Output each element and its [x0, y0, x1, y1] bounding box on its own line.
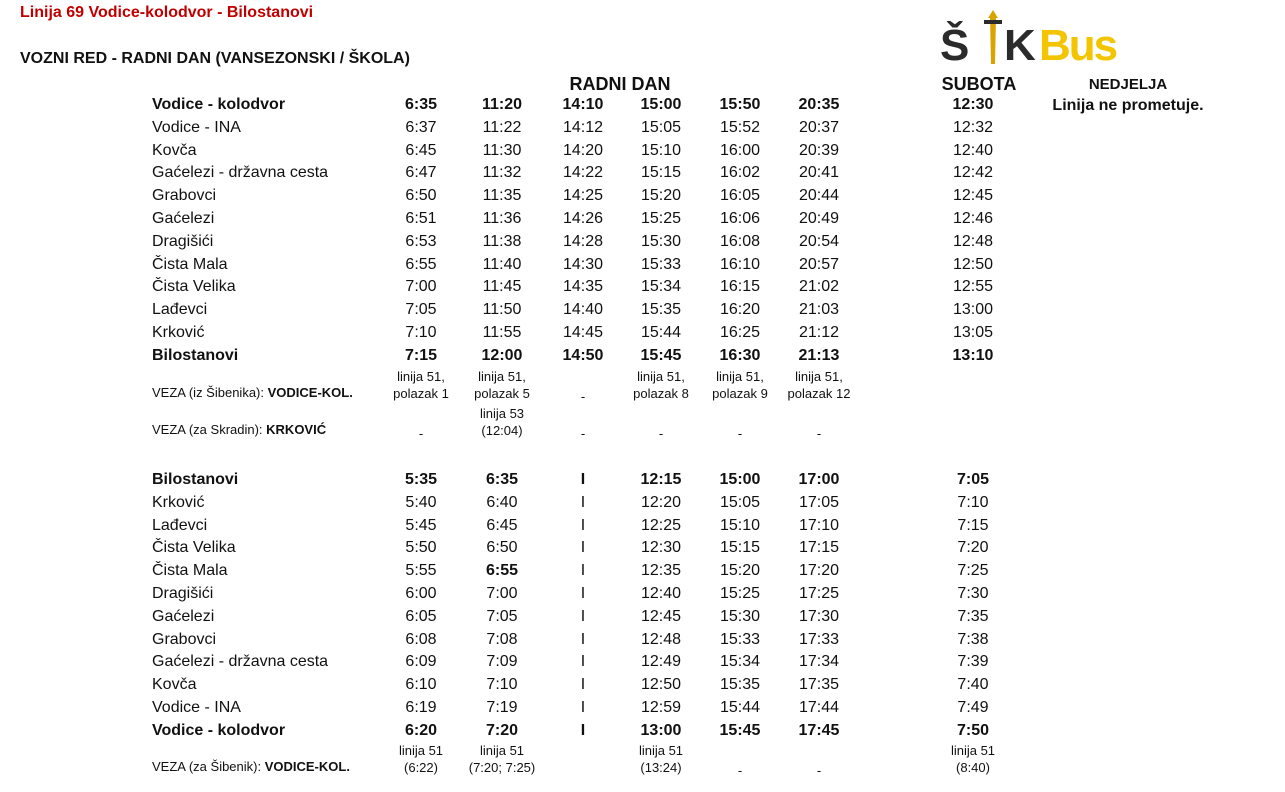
connection-cell [769, 368, 869, 402]
departure-time: 11:30 [482, 141, 522, 159]
stop-name: Dragišići [152, 232, 214, 250]
connection-cell-line: linija 51 [950, 743, 996, 758]
connection-cell-line: (12:04) [481, 423, 523, 438]
connection-cell-line: - [658, 426, 664, 441]
departure-time: I [580, 539, 586, 557]
departure-time: 7:35 [957, 607, 989, 625]
connection-cell-line: (7:20; 7:25) [468, 760, 536, 775]
departure-time: 14:30 [562, 255, 604, 273]
connection-cell-line: (6:22) [404, 760, 438, 775]
departure-time: 7:40 [957, 676, 989, 694]
timetable-row [0, 96, 1285, 118]
page-title: Linija 69 Vodice-kolodvor - Bilostanovi [20, 4, 314, 21]
connection-cell-line: polazak 5 [474, 386, 530, 401]
departure-time: 11:35 [482, 187, 522, 205]
departure-time: 12:48 [952, 232, 994, 250]
connection-cell-line: linija 51, [637, 369, 685, 384]
departure-time: 6:08 [405, 630, 437, 648]
departure-time: 14:25 [562, 187, 604, 205]
departure-time: 13:00 [640, 721, 682, 739]
connection-cell-line: linija 51 [638, 743, 684, 758]
departure-time: 12:30 [640, 539, 682, 557]
departure-time: 7:10 [957, 493, 989, 511]
timetable-row [0, 324, 1285, 346]
timetable-row [0, 164, 1285, 186]
timetable-row [0, 347, 1285, 369]
timetable-row [0, 119, 1285, 141]
connection-cell-line: linija 51, [795, 369, 843, 384]
connection-cell [769, 425, 869, 442]
timetable-row [0, 517, 1285, 539]
departure-time: 21:03 [798, 301, 840, 319]
departure-time: 16:20 [719, 301, 761, 319]
departure-time: 15:35 [640, 301, 682, 319]
departure-time: 6:40 [486, 493, 518, 511]
connection-cell-line: linija 51, [478, 369, 526, 384]
departure-time: 21:12 [798, 324, 840, 341]
departure-time: 6:10 [405, 676, 437, 694]
departure-time: 7:10 [405, 324, 437, 341]
departure-time: 6:53 [405, 232, 437, 250]
departure-time: 15:15 [719, 539, 761, 557]
departure-time: 7:00 [405, 278, 437, 296]
timetable-row [0, 653, 1285, 675]
departure-time: 7:25 [957, 562, 989, 580]
departure-time: 17:30 [798, 607, 840, 625]
departure-time: 7:38 [957, 630, 989, 648]
connection-cell [923, 742, 1023, 776]
stop-name: Grabovci [152, 630, 217, 648]
departure-time: I [580, 562, 586, 580]
departure-time: 12:15 [640, 471, 682, 488]
departure-time: 20:54 [798, 232, 840, 250]
stop-name: Vodice - INA [152, 699, 241, 716]
departure-time: 7:39 [957, 653, 989, 671]
departure-time: 7:50 [956, 721, 990, 739]
departure-time: 16:25 [719, 324, 761, 341]
stop-name: Vodice - kolodvor [152, 721, 286, 739]
timetable-row [0, 539, 1285, 561]
departure-time: 6:35 [485, 471, 519, 488]
departure-time: 12:48 [640, 630, 682, 648]
connection-label-prefix: VEZA (za Šibenik): [152, 759, 265, 774]
departure-time: 15:45 [719, 721, 761, 739]
stop-name: Gaćelezi [152, 607, 215, 625]
departure-time: 15:10 [640, 141, 682, 159]
departure-time: 20:41 [798, 164, 840, 182]
departure-time: 7:49 [957, 699, 989, 716]
connection-stop: VODICE-KOL. [267, 385, 353, 400]
departure-time: 11:22 [482, 118, 522, 136]
connection-cell-line: polazak 8 [633, 386, 689, 401]
timetable-row [0, 301, 1285, 323]
connection-label [152, 422, 326, 437]
departure-time: 7:15 [957, 516, 989, 534]
departure-time: 17:10 [798, 516, 840, 534]
departure-time: 12:42 [952, 164, 994, 182]
departure-time: 20:49 [798, 210, 840, 227]
departure-time: 15:20 [719, 562, 761, 580]
departure-time: 6:50 [486, 539, 518, 557]
departure-time: 7:19 [486, 699, 518, 716]
departure-time: 16:08 [719, 232, 761, 250]
departure-time: 15:50 [719, 96, 761, 113]
departure-time: 6:47 [405, 164, 437, 182]
stop-name: Bilostanovi [152, 471, 239, 488]
connection-cell-line: - [580, 426, 586, 441]
departure-time: I [580, 607, 586, 625]
connection-label-prefix: VEZA (za Skradin): [152, 422, 267, 437]
departure-time: I [580, 471, 586, 488]
departure-time: 6:45 [405, 141, 437, 159]
departure-time: 15:25 [640, 210, 682, 227]
timetable-row [0, 278, 1285, 300]
weekday-header: RADNI DAN [569, 74, 671, 94]
stop-name: Bilostanovi [152, 346, 239, 364]
departure-time: 14:22 [562, 164, 604, 182]
departure-time: 5:55 [405, 562, 437, 580]
departure-time: 15:34 [719, 653, 761, 671]
departure-time: 11:40 [482, 255, 522, 273]
timetable-row [0, 142, 1285, 164]
connection-cell [452, 742, 552, 776]
departure-time: 6:20 [404, 721, 438, 739]
departure-time: 16:15 [719, 278, 761, 296]
departure-time: 15:30 [640, 232, 682, 250]
departure-time: I [580, 676, 586, 694]
connection-cell-line: polazak 1 [393, 386, 449, 401]
stop-name: Grabovci [152, 187, 217, 205]
departure-time: 20:35 [798, 96, 840, 113]
departure-time: 11:36 [482, 210, 522, 227]
stop-name: Čista Mala [152, 562, 228, 580]
connection-stop: KRKOVIĆ [266, 422, 327, 437]
connection-label-prefix: VEZA (iz Šibenika): [152, 385, 268, 400]
departure-time: 16:05 [719, 187, 761, 205]
connection-cell-line: linija 53 [479, 406, 525, 421]
departure-time: 20:57 [798, 255, 840, 273]
departure-time: 16:06 [719, 210, 761, 227]
departure-time: 17:00 [798, 471, 840, 488]
departure-time: 15:10 [719, 516, 761, 534]
departure-time: 14:45 [562, 324, 604, 341]
departure-time: 5:50 [405, 539, 437, 557]
departure-time: 6:09 [405, 653, 437, 671]
departure-time: 15:52 [719, 118, 761, 136]
departure-time: 17:34 [798, 653, 840, 671]
departure-time: 6:05 [405, 607, 437, 625]
departure-time: 17:25 [798, 585, 840, 602]
departure-time: 6:37 [405, 118, 437, 136]
connection-cell-line: (8:40) [956, 760, 990, 775]
departure-time: 7:08 [486, 630, 518, 648]
sikbus-logo [938, 8, 1163, 66]
departure-time: 6:55 [485, 562, 519, 580]
departure-time: 16:30 [719, 346, 761, 364]
departure-time: 12:59 [640, 699, 682, 716]
departure-time: 12:40 [640, 585, 682, 602]
departure-time: 15:00 [640, 96, 682, 113]
departure-time: 15:05 [719, 493, 761, 511]
timetable-row [0, 608, 1285, 630]
stop-name: Lađevci [152, 301, 208, 319]
departure-time: 12:50 [952, 255, 994, 273]
departure-time: 14:12 [562, 118, 604, 136]
stop-name: Kovča [152, 676, 197, 694]
departure-time: 16:00 [719, 141, 761, 159]
departure-time: 12:45 [640, 607, 682, 625]
departure-time: 12:35 [640, 562, 682, 580]
departure-time: 7:15 [404, 346, 438, 364]
departure-time: 6:19 [405, 699, 437, 716]
departure-time: 7:05 [486, 607, 518, 625]
departure-time: 15:33 [640, 255, 682, 273]
connection-cell-line: linija 51, [716, 369, 764, 384]
departure-time: 12:25 [640, 516, 682, 534]
departure-time: I [580, 721, 586, 739]
connection-cell-line: (13:24) [640, 760, 682, 775]
departure-time: 5:35 [404, 471, 438, 488]
stop-name: Dragišići [152, 585, 214, 602]
departure-time: 11:20 [481, 96, 523, 113]
departure-time: 17:05 [798, 493, 840, 511]
departure-time: 7:09 [486, 653, 518, 671]
svg-text:Bus: Bus [1039, 21, 1117, 66]
departure-time: 7:05 [956, 471, 990, 488]
departure-time: 13:00 [952, 301, 994, 319]
departure-time: 17:20 [798, 562, 840, 580]
departure-time: 14:28 [562, 232, 604, 250]
departure-time: 6:50 [405, 187, 437, 205]
departure-time: 15:33 [719, 630, 761, 648]
departure-time: 11:32 [482, 164, 522, 182]
departure-time: 14:50 [562, 346, 604, 364]
timetable-row [0, 699, 1285, 721]
timetable-row [0, 562, 1285, 584]
departure-time: 6:35 [404, 96, 438, 113]
departure-time: 16:10 [719, 255, 761, 273]
departure-time: 7:20 [957, 539, 989, 557]
connection-cell-line: polazak 12 [787, 386, 851, 401]
departure-time: 14:10 [562, 96, 604, 113]
departure-time: 15:25 [719, 585, 761, 602]
departure-time: 7:00 [486, 585, 518, 602]
departure-time: 12:32 [952, 118, 994, 136]
departure-time: 15:20 [640, 187, 682, 205]
departure-time: 17:45 [798, 721, 840, 739]
connection-label [152, 385, 353, 400]
departure-time: 16:02 [719, 164, 761, 182]
stop-name: Gaćelezi [152, 210, 215, 227]
departure-time: 15:44 [640, 324, 682, 341]
departure-time: 12:49 [640, 653, 682, 671]
departure-time: 7:10 [486, 676, 518, 694]
timetable-row [0, 676, 1285, 698]
departure-time: 12:40 [952, 141, 994, 159]
departure-time: 17:44 [798, 699, 840, 716]
departure-time: 15:00 [719, 471, 761, 488]
departure-time: 11:38 [482, 232, 522, 250]
svg-text:Š: Š [940, 21, 968, 66]
departure-time: 15:45 [640, 346, 682, 364]
departure-time: 7:05 [405, 301, 437, 319]
departure-time: 14:35 [562, 278, 604, 296]
departure-time: 15:30 [719, 607, 761, 625]
connection-cell-line: - [737, 763, 743, 778]
connection-stop: VODICE-KOL. [264, 759, 350, 774]
departure-time: I [580, 653, 586, 671]
stop-name: Čista Velika [152, 539, 236, 557]
stop-name: Vodice - INA [152, 118, 241, 136]
departure-time: 14:20 [562, 141, 604, 159]
connection-cell-line: - [816, 763, 822, 778]
timetable-subtitle: VOZNI RED - RADNI DAN (VANSEZONSKI / ŠKOLA) [20, 50, 410, 67]
departure-time: 15:35 [719, 676, 761, 694]
departure-time: 17:15 [798, 539, 840, 557]
departure-time: 12:50 [640, 676, 682, 694]
connection-label [152, 759, 350, 774]
connection-cell [769, 762, 869, 779]
stop-name: Krković [152, 324, 205, 341]
departure-time: 13:10 [952, 346, 994, 364]
departure-time: 20:37 [798, 118, 840, 136]
departure-time: 6:00 [405, 585, 437, 602]
departure-time: 20:44 [798, 187, 840, 205]
connection-cell-line: linija 51, [397, 369, 445, 384]
stop-name: Čista Velika [152, 278, 236, 296]
departure-time: 12:30 [952, 96, 994, 113]
departure-time: I [580, 585, 586, 602]
departure-time: 12:20 [640, 493, 682, 511]
departure-time: 12:55 [952, 278, 994, 296]
connection-cell-line: - [737, 426, 743, 441]
departure-time: I [580, 630, 586, 648]
stop-name: Krković [152, 493, 205, 511]
timetable-row [0, 256, 1285, 278]
timetable-row [0, 631, 1285, 653]
departure-time: 17:35 [798, 676, 840, 694]
stop-name: Lađevci [152, 516, 208, 534]
departure-time: 15:05 [640, 118, 682, 136]
departure-time: 12:45 [952, 187, 994, 205]
departure-time: 12:46 [952, 210, 994, 227]
departure-time: 13:05 [952, 324, 994, 341]
timetable-row [0, 210, 1285, 232]
timetable-row [0, 494, 1285, 516]
departure-time: 5:40 [405, 493, 437, 511]
departure-time: 6:55 [405, 255, 437, 273]
departure-time: 11:55 [482, 324, 522, 341]
timetable-row [0, 471, 1285, 493]
svg-text:K: K [1004, 21, 1033, 66]
stop-name: Vodice - kolodvor [152, 96, 286, 113]
departure-time: I [580, 516, 586, 534]
stop-name: Čista Mala [152, 255, 228, 273]
sunday-header: NEDJELJA [1088, 76, 1168, 93]
connection-cell-line: polazak 9 [712, 386, 768, 401]
departure-time: I [580, 493, 586, 511]
departure-time: 6:45 [486, 516, 518, 534]
saturday-header: SUBOTA [941, 74, 1017, 94]
sunday-note: Linija ne prometuje. [1052, 97, 1204, 114]
timetable-row [0, 585, 1285, 607]
departure-time: 21:02 [798, 278, 840, 296]
departure-time: 6:51 [405, 210, 437, 227]
departure-time: 15:15 [640, 164, 682, 182]
departure-time: 7:30 [957, 585, 989, 602]
timetable-row [0, 722, 1285, 744]
stop-name: Gaćelezi - državna cesta [152, 164, 329, 182]
stop-name: Kovča [152, 141, 197, 159]
connection-cell-line: - [580, 389, 586, 404]
departure-time: 12:00 [481, 346, 523, 364]
departure-time: 15:34 [640, 278, 682, 296]
departure-time: 17:33 [798, 630, 840, 648]
departure-time: 15:44 [719, 699, 761, 716]
connection-cell-line: linija 51 [479, 743, 525, 758]
connection-cell-line: linija 51 [398, 743, 444, 758]
departure-time: 5:45 [405, 516, 437, 534]
departure-time: 11:50 [482, 301, 522, 319]
departure-time: I [580, 699, 586, 716]
departure-time: 14:26 [562, 210, 604, 227]
timetable-row [0, 187, 1285, 209]
connection-cell-line: - [816, 426, 822, 441]
departure-time: 11:45 [482, 278, 522, 296]
departure-time: 7:20 [485, 721, 519, 739]
stop-name: Gaćelezi - državna cesta [152, 653, 329, 671]
departure-time: 21:13 [798, 346, 840, 364]
departure-time: 14:40 [562, 301, 604, 319]
timetable-row [0, 233, 1285, 255]
departure-time: 20:39 [798, 141, 840, 159]
connection-cell-line: - [418, 426, 424, 441]
